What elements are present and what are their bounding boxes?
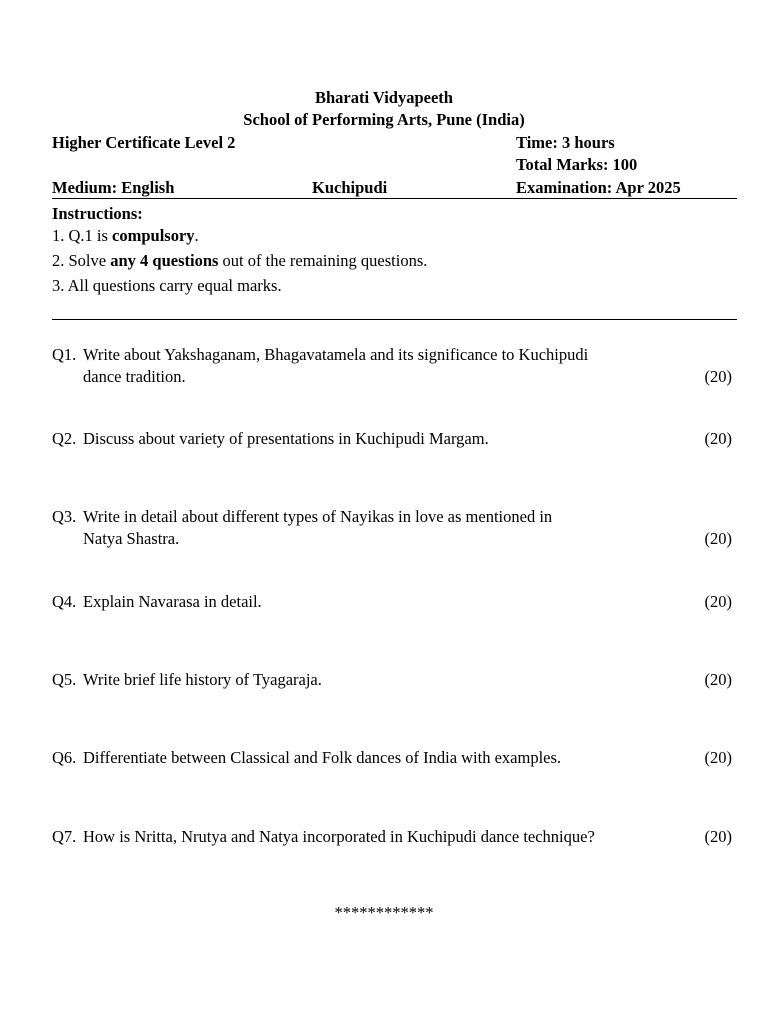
question-number: Q7. bbox=[52, 827, 77, 846]
question-number: Q6. bbox=[52, 748, 77, 767]
school-name: School of Performing Arts, Pune (India) bbox=[243, 110, 525, 129]
question-text: Write in detail about different types of Nayikas in love as mentioned in bbox=[83, 507, 553, 526]
question-marks: (20) bbox=[704, 592, 732, 611]
instruction-item: 2. Solve any 4 questions out of the remaining questions. bbox=[52, 251, 428, 270]
subject-label: Kuchipudi bbox=[312, 178, 388, 197]
level-label: Higher Certificate Level 2 bbox=[52, 133, 236, 152]
instruction-item: 3. All questions carry equal marks. bbox=[52, 276, 282, 295]
instructions-divider bbox=[52, 319, 737, 320]
question-number: Q2. bbox=[52, 429, 77, 448]
instruction-item: 1. Q.1 is compulsory. bbox=[52, 226, 199, 245]
question-marks: (20) bbox=[704, 367, 732, 386]
instructions-title: Instructions: bbox=[52, 204, 143, 223]
question-text: Write about Yakshaganam, Bhagavatamela and its significance to Kuchipudi bbox=[83, 345, 589, 364]
question-marks: (20) bbox=[704, 429, 732, 448]
examination-label: Examination: Apr 2025 bbox=[516, 178, 681, 197]
question-text: Write brief life history of Tyagaraja. bbox=[83, 670, 322, 689]
end-of-paper-stars: ************ bbox=[334, 903, 434, 922]
question-text: Differentiate between Classical and Folk dances of India with examples. bbox=[83, 748, 562, 767]
question-number: Q5. bbox=[52, 670, 77, 689]
question-number: Q3. bbox=[52, 507, 77, 526]
question-marks: (20) bbox=[704, 670, 732, 689]
question-text: Discuss about variety of presentations in Kuchipudi Margam. bbox=[83, 429, 489, 448]
question-marks: (20) bbox=[704, 748, 732, 767]
medium-label: Medium: English bbox=[52, 178, 175, 197]
question-marks: (20) bbox=[704, 827, 732, 846]
time-label: Time: 3 hours bbox=[516, 133, 615, 152]
question-number: Q4. bbox=[52, 592, 77, 611]
question-text-continued: dance tradition. bbox=[83, 367, 186, 386]
question-text-continued: Natya Shastra. bbox=[83, 529, 180, 548]
question-number: Q1. bbox=[52, 345, 77, 364]
institution-name: Bharati Vidyapeeth bbox=[315, 88, 453, 107]
total-marks-label: Total Marks: 100 bbox=[516, 155, 638, 174]
header-divider bbox=[52, 198, 737, 199]
question-marks: (20) bbox=[704, 529, 732, 548]
question-text: How is Nritta, Nrutya and Natya incorporated in Kuchipudi dance technique? bbox=[83, 827, 595, 846]
question-text: Explain Navarasa in detail. bbox=[83, 592, 262, 611]
